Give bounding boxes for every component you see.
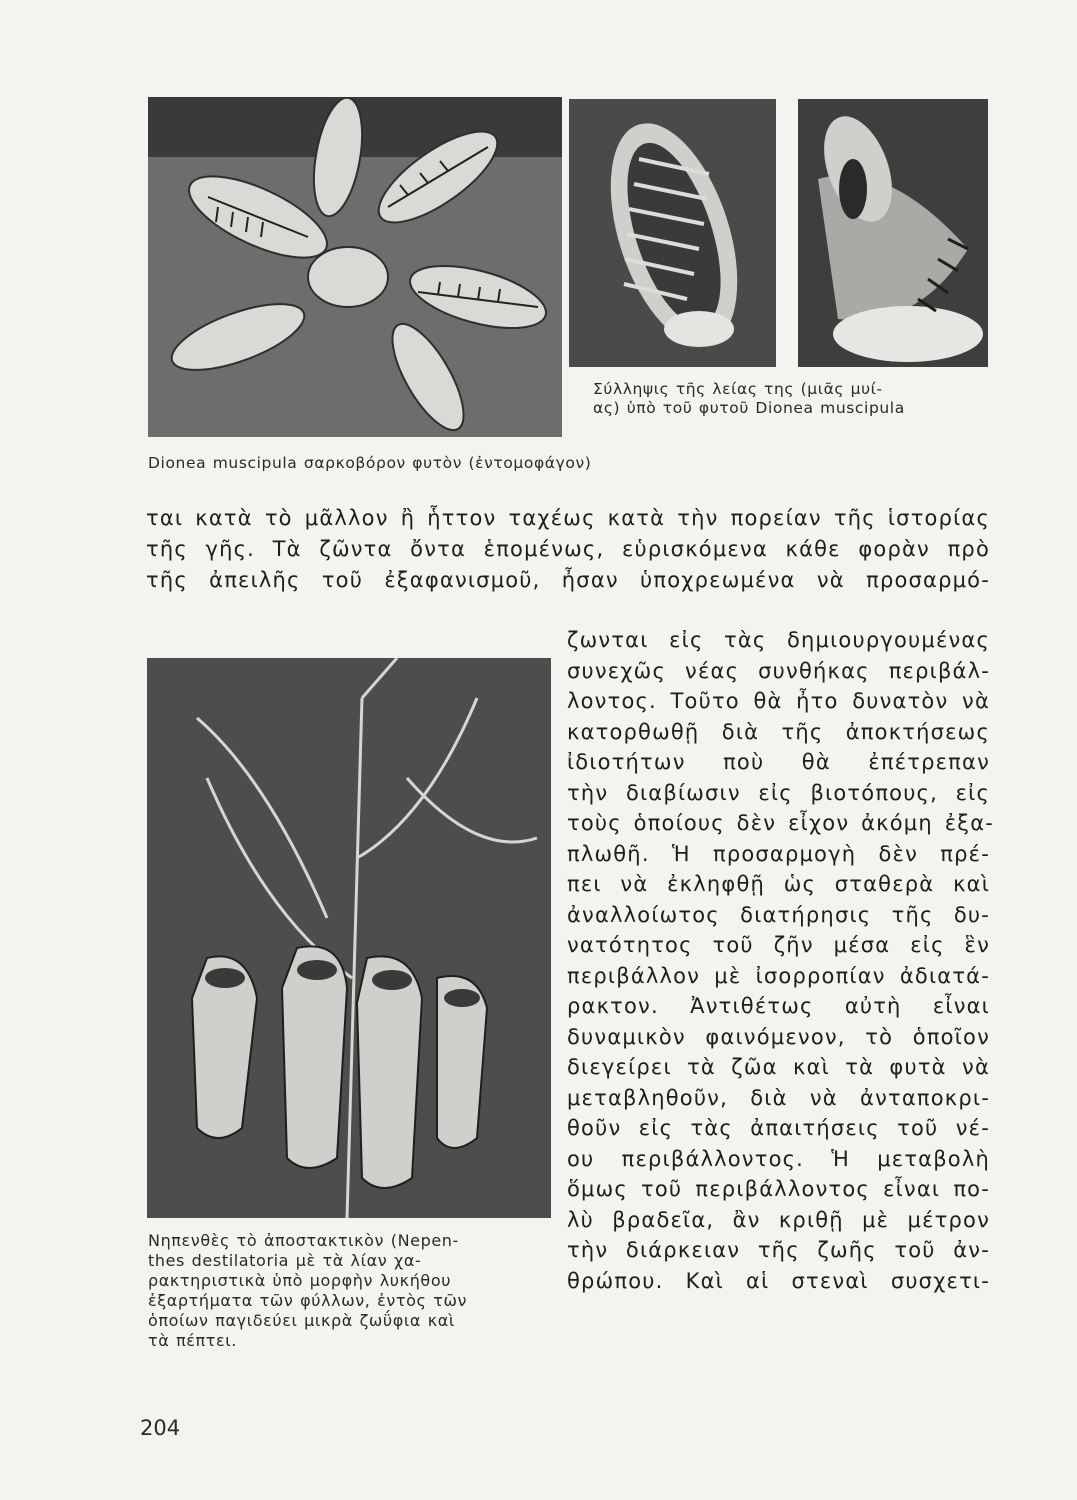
text-line: θοῦν εἰς τὰς ἀπαιτήσεις τοῦ νέ-	[567, 1116, 990, 1140]
text-line: μεταβληθοῦν, διὰ νὰ ἀνταποκρι-	[567, 1085, 990, 1110]
body-paragraph-column	[567, 625, 995, 1296]
caption-line: ὁποίων παγιδεύει μικρὰ ζωΰφια καὶ	[148, 1311, 455, 1330]
text-line: πει νὰ ἐκληφθῇ ὡς σταθερὰ καὶ	[567, 872, 990, 896]
caption-line: thes destilatoria μὲ τὰ λίαν χα-	[148, 1251, 422, 1270]
text-line: θρώπου. Καὶ αἱ στεναὶ συσχετι-	[567, 1268, 990, 1293]
text-line: λὺ βραδεῖα, ἂν κριθῇ μὲ μέτρον	[567, 1207, 990, 1232]
text-line: δυναμικὸν φαινόμενον, τὸ ὁποῖον	[567, 1024, 990, 1049]
caption-line: ας) ὑπὸ τοῦ φυτοῦ Dionea muscipula	[593, 399, 905, 417]
text-line: ρακτον. Ἀντιθέτως αὐτὴ εἶναι	[567, 994, 990, 1018]
dionea-capture-photo	[569, 99, 776, 367]
text-line: διεγείρει τὰ ζῶα καὶ τὰ φυτὰ νὰ	[567, 1055, 990, 1079]
text-line: πλωθῆ. Ἡ προσαρμογὴ δὲν πρέ-	[567, 841, 990, 866]
text-line: ται κατὰ τὸ μᾶλλον ἢ ἧττον ταχέως κατὰ τὴν πορείαν τῆς ἱστορίας	[146, 506, 990, 530]
text-line: τοὺς ὁποίους δὲν εἶχον ἀκόμη ἐξα-	[567, 811, 995, 835]
text-line: ἰδιοτήτων ποὺ θὰ ἐπέτρεπαν	[567, 750, 990, 774]
dionea-capture-caption	[593, 380, 988, 418]
nepenthes-photo	[147, 658, 551, 1218]
caption-line: ρακτηριστικὰ ὑπὸ μορφὴν λυκήθου	[148, 1271, 452, 1290]
text-line: τῆς γῆς. Τὰ ζῶντα ὄντα ἑπομένως, εὑρισκόμενα κάθε φορὰν πρὸ	[146, 536, 990, 561]
text-line: συνεχῶς νέας συνθήκας περιβάλ-	[567, 658, 990, 683]
text-line: κατορθωθῇ διὰ τῆς ἀποκτήσεως	[567, 719, 990, 744]
text-line: ζωνται εἰς τὰς δημιουργουμένας	[567, 628, 990, 652]
caption-line: τὰ πέπτει.	[148, 1331, 237, 1350]
caption-line: Dionea muscipula σαρκοβόρον φυτὸν (ἐντομοφάγον)	[148, 454, 592, 472]
text-line: λοντος. Τοῦτο θὰ ἦτο δυνατὸν νὰ	[567, 689, 990, 713]
body-paragraph-top	[146, 503, 990, 595]
page-number: 204	[140, 1416, 181, 1440]
text-line: τὴν διαβίωσιν εἰς βιοτόπους, εἰς	[567, 780, 990, 805]
dionea-plant-caption	[148, 454, 708, 473]
caption-line: ἐξαρτήματα τῶν φύλλων, ἐντὸς τῶν	[148, 1291, 468, 1310]
text-line: ὅμως τοῦ περιβάλλοντος εἶναι πο-	[567, 1177, 990, 1201]
dionea-plant-photo	[148, 97, 562, 437]
text-line: τὴν διάρκειαν τῆς ζωῆς τοῦ ἀν-	[567, 1238, 990, 1262]
text-line: τῆς ἀπειλῆς τοῦ ἐξαφανισμοῦ, ἦσαν ὑποχρεωμένα νὰ προσαρμό-	[146, 567, 990, 592]
fly-trap-photo	[798, 99, 988, 367]
caption-line: Νηπενθὲς τὸ ἀποστακτικὸν (Nepen-	[148, 1231, 459, 1250]
text-line: νατότητος τοῦ ζῆν μέσα εἰς ἓν	[567, 933, 990, 957]
text-line: περιβάλλον μὲ ἰσορροπίαν ἀδιατά-	[567, 963, 990, 988]
text-line: ου περιβάλλοντος. Ἡ μεταβολὴ	[567, 1146, 990, 1171]
text-line: ἀναλλοίωτος διατήρησις τῆς δυ-	[567, 902, 990, 927]
nepenthes-caption	[148, 1231, 540, 1351]
caption-line: Σύλληψις τῆς λείας της (μιᾶς μυί-	[593, 380, 883, 398]
